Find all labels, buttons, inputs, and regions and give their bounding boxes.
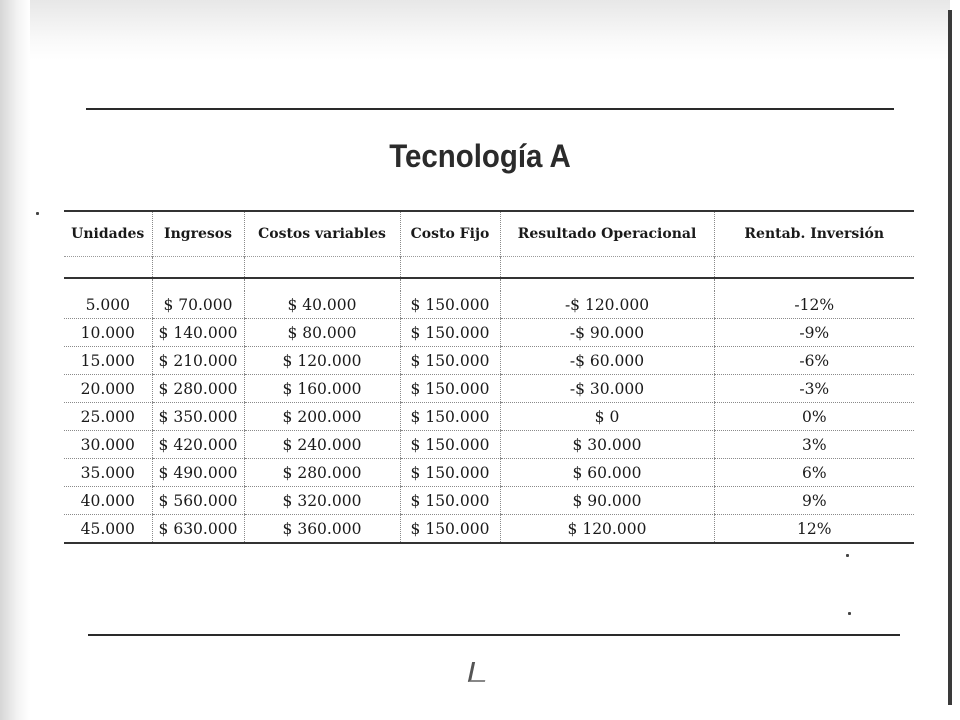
scan-speck (848, 612, 851, 615)
cell-costo-fijo: $ 150.000 (400, 431, 500, 459)
page-title: Tecnología A (389, 138, 571, 174)
cell-ingresos: $ 420.000 (152, 431, 244, 459)
table-row (64, 459, 914, 487)
column-header-costos-variables: Costos variables (244, 211, 400, 257)
cell-costo-fijo: $ 150.000 (400, 291, 500, 319)
cell-costos-variables: $ 360.000 (244, 515, 400, 544)
cell-resultado-operacional: $ 90.000 (500, 487, 714, 515)
header-spacer-row (64, 257, 914, 279)
cell-unidades: 25.000 (64, 403, 152, 431)
cell-rentab-inversion: 9% (714, 487, 914, 515)
table-row (64, 431, 914, 459)
cell-costo-fijo: $ 150.000 (400, 319, 500, 347)
cell-rentab-inversion: 12% (714, 515, 914, 544)
cell-resultado-operacional: -$ 60.000 (500, 347, 714, 375)
results-table-container (64, 210, 914, 550)
cell-rentab-inversion: 3% (714, 431, 914, 459)
cell-rentab-inversion: 6% (714, 459, 914, 487)
cell-ingresos: $ 140.000 (152, 319, 244, 347)
cell-ingresos: $ 210.000 (152, 347, 244, 375)
top-rule (86, 108, 894, 110)
cell-ingresos: $ 560.000 (152, 487, 244, 515)
cell-unidades: 45.000 (64, 515, 152, 544)
cell-ingresos: $ 630.000 (152, 515, 244, 544)
table-body (64, 278, 914, 543)
table-row (64, 291, 914, 319)
scan-top-shadow (30, 0, 950, 60)
scan-left-shadow (0, 0, 30, 720)
cell-resultado-operacional: $ 0 (500, 403, 714, 431)
cell-costo-fijo: $ 150.000 (400, 487, 500, 515)
cell-unidades: 10.000 (64, 319, 152, 347)
scan-right-edge (948, 10, 952, 705)
cell-costos-variables: $ 200.000 (244, 403, 400, 431)
cell-costos-variables: $ 280.000 (244, 459, 400, 487)
cell-ingresos: $ 350.000 (152, 403, 244, 431)
results-table (64, 210, 914, 544)
bottom-rule (88, 634, 900, 636)
cell-costo-fijo: $ 150.000 (400, 347, 500, 375)
scan-speck (846, 554, 849, 557)
cell-costo-fijo: $ 150.000 (400, 375, 500, 403)
table-row (64, 487, 914, 515)
table-row (64, 375, 914, 403)
cell-resultado-operacional: -$ 90.000 (500, 319, 714, 347)
cell-unidades: 30.000 (64, 431, 152, 459)
cell-resultado-operacional: $ 120.000 (500, 515, 714, 544)
table-row (64, 515, 914, 544)
cell-ingresos: $ 490.000 (152, 459, 244, 487)
cell-rentab-inversion: 0% (714, 403, 914, 431)
cell-unidades: 5.000 (64, 291, 152, 319)
cell-costos-variables: $ 120.000 (244, 347, 400, 375)
column-header-ingresos: Ingresos (152, 211, 244, 257)
cell-costo-fijo: $ 150.000 (400, 459, 500, 487)
cell-rentab-inversion: -3% (714, 375, 914, 403)
cell-resultado-operacional: -$ 30.000 (500, 375, 714, 403)
cell-rentab-inversion: -12% (714, 291, 914, 319)
cell-costos-variables: $ 160.000 (244, 375, 400, 403)
table-header-row (64, 211, 914, 257)
column-header-costo-fijo: Costo Fijo (400, 211, 500, 257)
cell-costo-fijo: $ 150.000 (400, 515, 500, 544)
scan-speck (36, 212, 39, 215)
cell-rentab-inversion: -9% (714, 319, 914, 347)
column-header-unidades: Unidades (64, 211, 152, 257)
cell-costos-variables: $ 320.000 (244, 487, 400, 515)
table-row (64, 347, 914, 375)
cell-unidades: 35.000 (64, 459, 152, 487)
cell-resultado-operacional: -$ 120.000 (500, 291, 714, 319)
cell-costo-fijo: $ 150.000 (400, 403, 500, 431)
cell-unidades: 40.000 (64, 487, 152, 515)
cell-unidades: 15.000 (64, 347, 152, 375)
cell-costos-variables: $ 40.000 (244, 291, 400, 319)
body-gap-row (64, 278, 914, 291)
cell-resultado-operacional: $ 60.000 (500, 459, 714, 487)
cell-costos-variables: $ 240.000 (244, 431, 400, 459)
column-header-resultado-operacional: Resultado Operacional (500, 211, 714, 257)
table-row (64, 403, 914, 431)
table-row (64, 319, 914, 347)
cell-resultado-operacional: $ 30.000 (500, 431, 714, 459)
cell-rentab-inversion: -6% (714, 347, 914, 375)
cell-unidades: 20.000 (64, 375, 152, 403)
column-header-rentab-inversion: Rentab. Inversión (714, 211, 914, 257)
cell-ingresos: $ 280.000 (152, 375, 244, 403)
cell-costos-variables: $ 80.000 (244, 319, 400, 347)
scan-mark (468, 662, 489, 682)
cell-ingresos: $ 70.000 (152, 291, 244, 319)
